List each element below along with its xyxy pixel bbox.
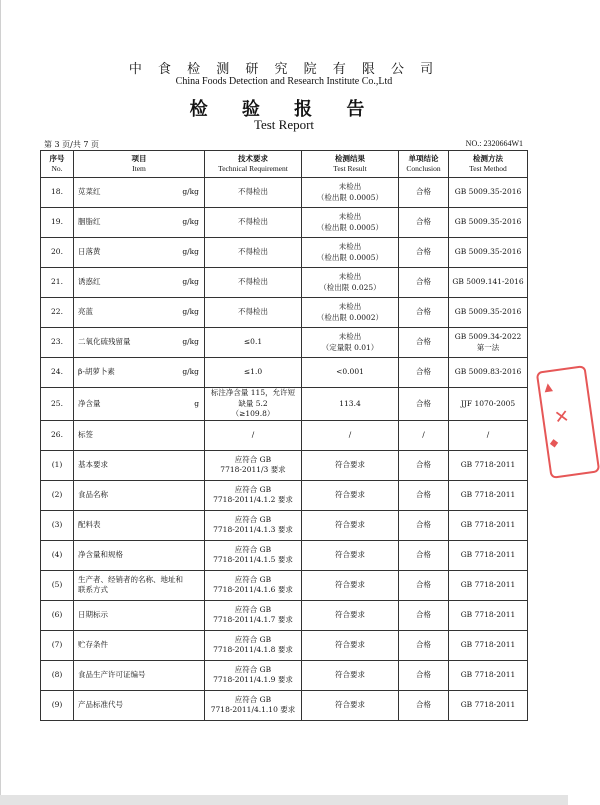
company-name-en: China Foods Detection and Research Institute Co.,Ltd xyxy=(175,76,393,87)
row-requirement: 应符合 GB 7718-2011/4.1.10 要求 xyxy=(205,690,302,720)
table-row xyxy=(41,480,528,510)
item-name: 日落黄 xyxy=(78,247,101,257)
row-requirement: 应符合 GB 7718-2011/4.1.9 要求 xyxy=(205,660,302,690)
row-conclusion: 合格 xyxy=(399,450,449,480)
row-method: GB 5009.35-2016 xyxy=(449,178,528,208)
item-name: 诱惑红 xyxy=(78,277,101,287)
table-row xyxy=(41,388,528,421)
row-method: JJF 1070-2005 xyxy=(449,388,528,421)
item-name: 二氧化硫残留量 xyxy=(78,337,131,347)
row-number: (8) xyxy=(41,660,74,690)
row-conclusion: 合格 xyxy=(399,268,449,298)
table-row xyxy=(41,570,528,600)
row-conclusion: 合格 xyxy=(399,630,449,660)
row-method: GB 7718-2011 xyxy=(449,480,528,510)
row-item xyxy=(74,208,205,238)
row-method: / xyxy=(449,420,528,450)
row-number: 25. xyxy=(41,388,74,421)
row-number: (3) xyxy=(41,510,74,540)
item-name: 基本要求 xyxy=(78,459,108,469)
table-row xyxy=(41,600,528,630)
row-number: 23. xyxy=(41,328,74,358)
row-item xyxy=(74,660,205,690)
row-result: 未检出 （检出限 0.025） xyxy=(302,268,399,298)
row-item xyxy=(74,298,205,328)
row-result: 未检出 （定量限 0.01） xyxy=(302,328,399,358)
item-unit: g/kg xyxy=(182,247,199,257)
table-row xyxy=(41,540,528,570)
item-name: 产品标准代号 xyxy=(78,699,123,709)
row-method: GB 5009.34-2022 第一法 xyxy=(449,328,528,358)
row-item xyxy=(74,178,205,208)
row-conclusion: 合格 xyxy=(399,238,449,268)
row-conclusion: 合格 xyxy=(399,178,449,208)
row-requirement: 不得检出 xyxy=(205,238,302,268)
row-item xyxy=(74,600,205,630)
row-number: (7) xyxy=(41,630,74,660)
table-row xyxy=(41,178,528,208)
item-unit: g/kg xyxy=(182,337,199,347)
row-item xyxy=(74,328,205,358)
row-number: (4) xyxy=(41,540,74,570)
row-conclusion: 合格 xyxy=(399,480,449,510)
row-requirement: 不得检出 xyxy=(205,208,302,238)
row-item xyxy=(74,540,205,570)
item-name: 苋菜红 xyxy=(78,187,101,197)
row-requirement: 应符合 GB 7718-2011/3 要求 xyxy=(205,450,302,480)
stamp-mark-bottom: ◆ xyxy=(548,435,560,450)
row-requirement: / xyxy=(205,420,302,450)
company-name-cn: 中 食 检 测 研 究 院 有 限 公 司 xyxy=(128,62,440,77)
col-header-item: 项目 Item xyxy=(74,151,205,178)
row-method: GB 7718-2011 xyxy=(449,690,528,720)
col-header-method: 检测方法 Test Method xyxy=(449,151,528,178)
table-row xyxy=(41,268,528,298)
row-conclusion: 合格 xyxy=(399,600,449,630)
row-number: 22. xyxy=(41,298,74,328)
row-method: GB 7718-2011 xyxy=(449,570,528,600)
viewer-bottom-bar xyxy=(0,795,568,805)
row-method: GB 5009.35-2016 xyxy=(449,238,528,268)
row-item xyxy=(74,690,205,720)
table-row xyxy=(41,358,528,388)
item-name: 胭脂红 xyxy=(78,217,101,227)
item-unit: g/kg xyxy=(182,367,199,377)
row-result: 符合要求 xyxy=(302,690,399,720)
row-requirement: ≤0.1 xyxy=(205,328,302,358)
row-number: (2) xyxy=(41,480,74,510)
row-item xyxy=(74,630,205,660)
row-number: 18. xyxy=(41,178,74,208)
col-header-conclusion: 单项结论 Conclusion xyxy=(399,151,449,178)
item-name: 净含量和规格 xyxy=(78,549,123,559)
col-header-result: 检测结果 Test Result xyxy=(302,151,399,178)
row-conclusion: 合格 xyxy=(399,540,449,570)
table-row xyxy=(41,298,528,328)
row-item xyxy=(74,358,205,388)
row-requirement: 应符合 GB 7718-2011/4.1.6 要求 xyxy=(205,570,302,600)
row-number: 21. xyxy=(41,268,74,298)
row-item xyxy=(74,268,205,298)
row-method: GB 7718-2011 xyxy=(449,540,528,570)
stamp-mark-middle: ✕ xyxy=(552,405,571,429)
row-method: GB 7718-2011 xyxy=(449,630,528,660)
table-row xyxy=(41,238,528,268)
row-method: GB 7718-2011 xyxy=(449,600,528,630)
row-result: <0.001 xyxy=(302,358,399,388)
row-requirement: 应符合 GB 7718-2011/4.1.5 要求 xyxy=(205,540,302,570)
row-requirement: 应符合 GB 7718-2011/4.1.8 要求 xyxy=(205,630,302,660)
row-conclusion: 合格 xyxy=(399,660,449,690)
table-row xyxy=(41,420,528,450)
row-method: GB 5009.83-2016 xyxy=(449,358,528,388)
row-item xyxy=(74,570,205,600)
row-conclusion: 合格 xyxy=(399,298,449,328)
row-result: 符合要求 xyxy=(302,450,399,480)
row-result: 未检出 （检出限 0.0005） xyxy=(302,178,399,208)
item-name: 食品名称 xyxy=(78,489,108,499)
row-method: GB 5009.141-2016 xyxy=(449,268,528,298)
row-result: 符合要求 xyxy=(302,630,399,660)
report-title-en: Test Report xyxy=(253,117,315,132)
row-conclusion: 合格 xyxy=(399,358,449,388)
row-conclusion: 合格 xyxy=(399,690,449,720)
test-results-table xyxy=(40,150,528,721)
row-requirement: ≤1.0 xyxy=(205,358,302,388)
row-result: 符合要求 xyxy=(302,600,399,630)
table-row xyxy=(41,328,528,358)
row-requirement: 不得检出 xyxy=(205,268,302,298)
row-requirement: 应符合 GB 7718-2011/4.1.7 要求 xyxy=(205,600,302,630)
row-item xyxy=(74,450,205,480)
row-requirement: 不得检出 xyxy=(205,178,302,208)
row-number: 19. xyxy=(41,208,74,238)
row-number: (9) xyxy=(41,690,74,720)
table-row xyxy=(41,660,528,690)
page-indicator: 第 3 页/共 7 页 xyxy=(44,140,100,149)
row-number: (1) xyxy=(41,450,74,480)
item-name: 贮存条件 xyxy=(78,639,108,649)
table-header-row xyxy=(41,151,528,178)
item-name: β-胡萝卜素 xyxy=(78,367,115,377)
table-row xyxy=(41,690,528,720)
row-method: GB 7718-2011 xyxy=(449,450,528,480)
row-conclusion: 合格 xyxy=(399,328,449,358)
item-name: 亮蓝 xyxy=(78,307,93,317)
item-name: 生产者、经销者的名称、地址和 联系方式 xyxy=(78,574,183,594)
item-unit: g/kg xyxy=(182,187,199,197)
row-number: 24. xyxy=(41,358,74,388)
row-result: / xyxy=(302,420,399,450)
row-number: (5) xyxy=(41,570,74,600)
row-conclusion: 合格 xyxy=(399,208,449,238)
row-result: 符合要求 xyxy=(302,570,399,600)
row-requirement: 应符合 GB 7718-2011/4.1.3 要求 xyxy=(205,510,302,540)
col-header-requirement: 技术要求 Technical Requirement xyxy=(205,151,302,178)
item-name: 净含量 xyxy=(78,398,101,408)
row-item xyxy=(74,510,205,540)
stamp-mark-top: ▲ xyxy=(543,379,554,394)
row-requirement: 应符合 GB 7718-2011/4.1.2 要求 xyxy=(205,480,302,510)
official-seal-stamp xyxy=(536,365,600,479)
table-row xyxy=(41,208,528,238)
row-result: 符合要求 xyxy=(302,540,399,570)
item-unit: g xyxy=(194,398,199,408)
row-result: 113.4 xyxy=(302,388,399,421)
item-unit: g/kg xyxy=(182,277,199,287)
item-name: 食品生产许可证编号 xyxy=(78,669,146,679)
row-number: 20. xyxy=(41,238,74,268)
row-conclusion: 合格 xyxy=(399,570,449,600)
row-result: 未检出 （检出限 0.0002） xyxy=(302,298,399,328)
item-name: 标签 xyxy=(78,429,93,439)
col-header-no: 序号 No. xyxy=(41,151,74,178)
row-conclusion: 合格 xyxy=(399,510,449,540)
row-method: GB 5009.35-2016 xyxy=(449,208,528,238)
table-row xyxy=(41,510,528,540)
row-result: 符合要求 xyxy=(302,480,399,510)
row-item xyxy=(74,420,205,450)
row-requirement: 不得检出 xyxy=(205,298,302,328)
row-result: 未检出 （检出限 0.0005） xyxy=(302,208,399,238)
row-method: GB 5009.35-2016 xyxy=(449,298,528,328)
table-row xyxy=(41,450,528,480)
row-item xyxy=(74,480,205,510)
row-conclusion: / xyxy=(399,420,449,450)
item-unit: g/kg xyxy=(182,307,199,317)
row-result: 符合要求 xyxy=(302,660,399,690)
row-number: (6) xyxy=(41,600,74,630)
item-unit: g/kg xyxy=(182,217,199,227)
row-requirement: 标注净含量 115，允许短 缺量 5.2 （≥109.8） xyxy=(205,388,302,421)
item-name: 日期标示 xyxy=(78,609,108,619)
row-number: 26. xyxy=(41,420,74,450)
row-method: GB 7718-2011 xyxy=(449,510,528,540)
row-conclusion: 合格 xyxy=(399,388,449,421)
row-result: 未检出 （检出限 0.0005） xyxy=(302,238,399,268)
report-number: NO.: 2320664W1 xyxy=(465,139,523,148)
row-item xyxy=(74,388,205,421)
row-item xyxy=(74,238,205,268)
row-method: GB 7718-2011 xyxy=(449,660,528,690)
report-title-cn: 检 验 报 告 xyxy=(189,99,379,120)
item-name: 配料表 xyxy=(78,519,101,529)
row-result: 符合要求 xyxy=(302,510,399,540)
table-row xyxy=(41,630,528,660)
